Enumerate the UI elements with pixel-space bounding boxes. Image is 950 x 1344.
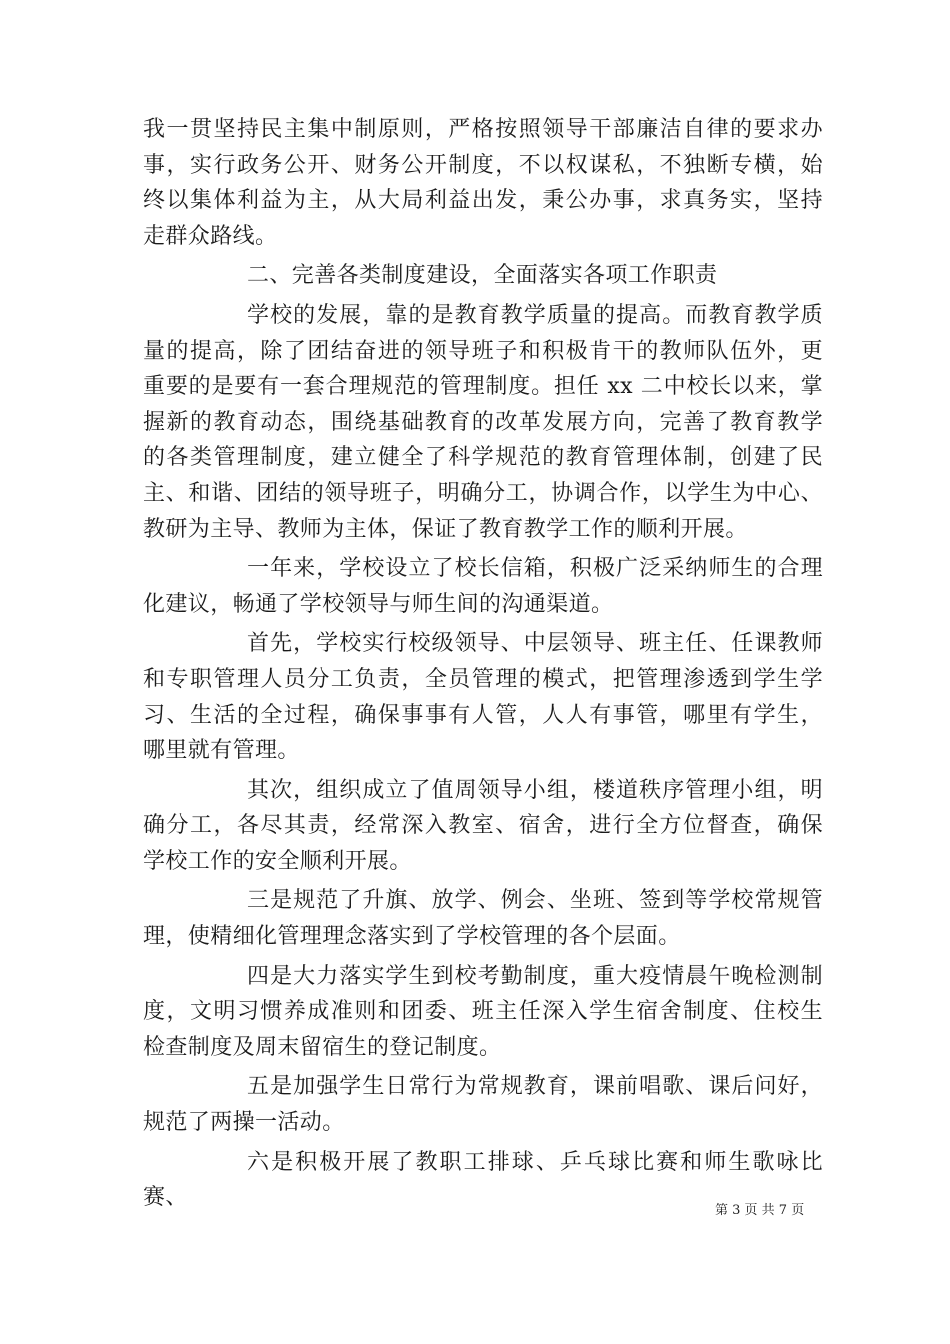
text-line: 检查制度及周末留宿生的登记制度。 bbox=[143, 1034, 502, 1060]
body-paragraph bbox=[143, 112, 823, 254]
text-line: 三是规范了升旗、放学、例会、坐班、签到等学校常规管 bbox=[247, 888, 823, 914]
page-number-footer: 第 3 页 共 7 页 bbox=[715, 1203, 805, 1218]
text-line: 的各类管理制度，建立健全了科学规范的教育管理体制，创建了民 bbox=[143, 445, 823, 471]
text-line: 终以集体利益为主，从大局利益出发，秉公办事，求真务实，坚持 bbox=[143, 188, 823, 214]
document-body bbox=[143, 112, 823, 1216]
body-paragraph bbox=[143, 1069, 823, 1140]
text-line: 习、生活的全过程，确保事事有人管，人人有事管，哪里有学生， bbox=[143, 702, 823, 728]
text-line: 首先，学校实行校级领导、中层领导、班主任、任课教师 bbox=[247, 631, 823, 657]
body-paragraph bbox=[143, 959, 823, 1066]
text-line: 度，文明习惯养成准则和团委、班主任深入学生宿舍制度、住校生 bbox=[143, 999, 823, 1025]
body-paragraph bbox=[143, 626, 823, 768]
text-line: 我一贯坚持民主集中制原则，严格按照领导干部廉洁自律的要求办 bbox=[143, 117, 823, 142]
text-line: 和专职管理人员分工负责，全员管理的模式，把管理渗透到学生学 bbox=[143, 666, 823, 692]
text-line: 二、完善各类制度建设，全面落实各项工作职责 bbox=[247, 263, 718, 289]
text-line: 重要的是要有一套合理规范的管理制度。担任 xx 二中校长以来，掌 bbox=[143, 374, 823, 400]
text-line: 化建议，畅通了学校领导与师生间的沟通渠道。 bbox=[143, 591, 614, 617]
text-line: 量的提高，除了团结奋进的领导班子和积极肯干的教师队伍外，更 bbox=[143, 338, 823, 364]
text-line: 其次，组织成立了值周领导小组，楼道秩序管理小组，明 bbox=[247, 777, 823, 803]
text-line: 五是加强学生日常行为常规教育，课前唱歌、课后问好， bbox=[247, 1074, 823, 1100]
text-line: 确分工，各尽其责，经常深入教室、宿舍，进行全方位督查，确保 bbox=[143, 813, 823, 839]
text-line: 一年来，学校设立了校长信箱，积极广泛采纳师生的合理 bbox=[247, 556, 823, 582]
text-line: 走群众路线。 bbox=[143, 223, 278, 249]
text-line: 规范了两操一活动。 bbox=[143, 1110, 345, 1136]
text-line: 理，使精细化管理理念落实到了学校管理的各个层面。 bbox=[143, 924, 681, 950]
body-paragraph bbox=[143, 883, 823, 954]
body-paragraph bbox=[143, 551, 823, 622]
text-line: 学校的发展，靠的是教育教学质量的提高。而教育教学质 bbox=[247, 302, 823, 328]
text-line: 主、和谐、团结的领导班子，明确分工，协调合作，以学生为中心、 bbox=[143, 480, 823, 506]
text-line: 六是积极开展了教职工排球、乒乓球比赛和师生歌咏比赛、 bbox=[143, 1149, 823, 1211]
text-line: 教研为主导、教师为主体，保证了教育教学工作的顺利开展。 bbox=[143, 516, 748, 542]
text-line: 学校工作的安全顺利开展。 bbox=[143, 848, 412, 874]
body-paragraph bbox=[143, 298, 823, 547]
text-line: 哪里就有管理。 bbox=[143, 738, 300, 764]
text-line: 握新的教育动态，围绕基础教育的改革发展方向，完善了教育教学 bbox=[143, 409, 823, 435]
body-paragraph bbox=[143, 773, 823, 880]
section-heading bbox=[143, 258, 823, 294]
text-line: 事，实行政务公开、财务公开制度，不以权谋私，不独断专横，始 bbox=[143, 152, 823, 178]
text-line: 四是大力落实学生到校考勤制度，重大疫情晨午晚检测制 bbox=[247, 963, 823, 989]
